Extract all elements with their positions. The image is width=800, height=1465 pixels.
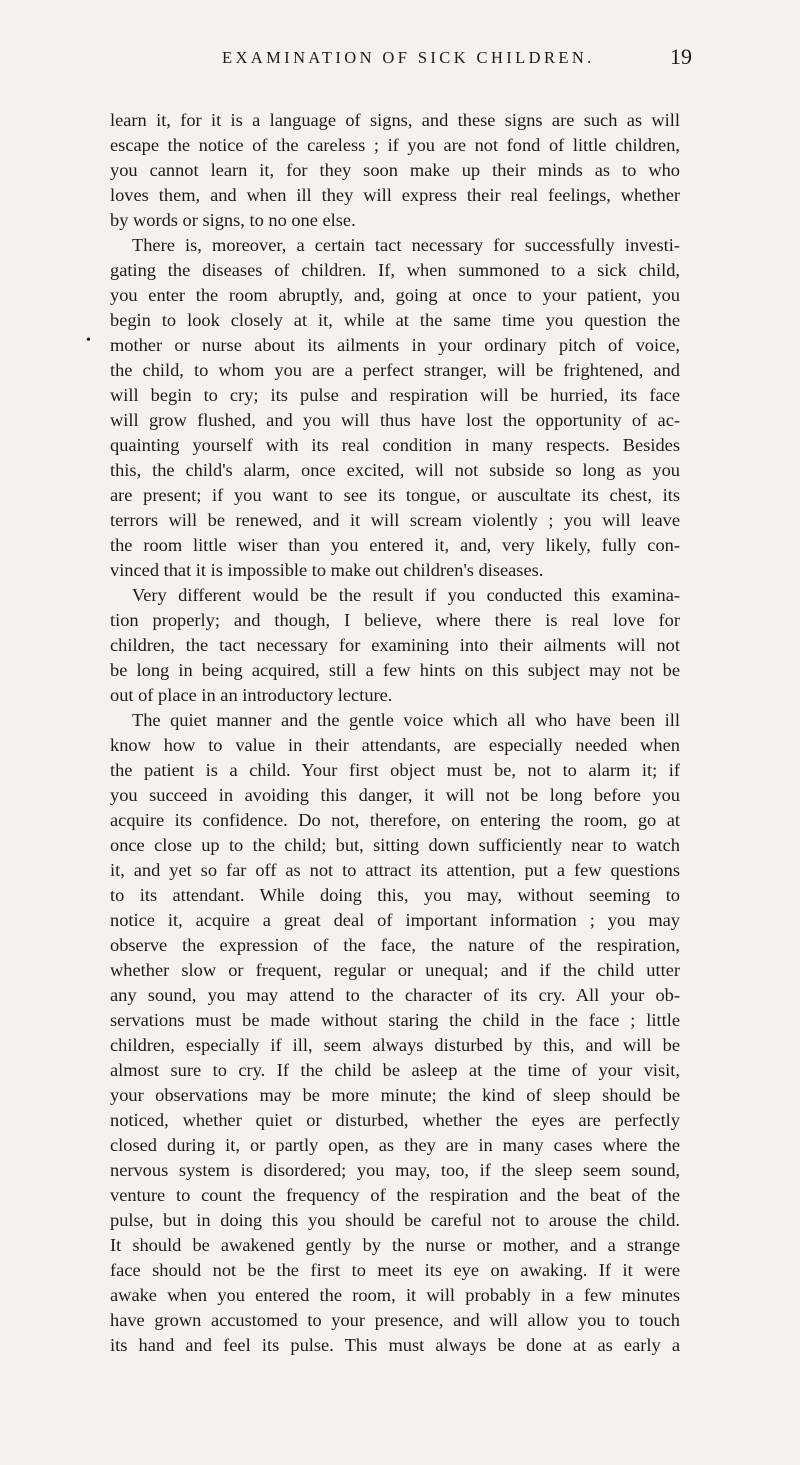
text-line: any sound, you may attend to the character of its cry. All your ob- bbox=[110, 985, 680, 1005]
text-line: learn it, for it is a language of signs, and these signs are such as will bbox=[110, 110, 680, 130]
text-line: vinced that it is impossible to make out children's diseases. bbox=[110, 560, 544, 580]
running-head bbox=[0, 44, 800, 78]
text-line: servations must be made without staring the child in the face ; little bbox=[110, 1010, 680, 1030]
text-line: out of place in an introductory lecture. bbox=[110, 685, 393, 705]
text-line: are present; if you want to see its tongue, or auscultate its chest, its bbox=[110, 485, 680, 505]
text-line: its hand and feel its pulse. This must always be done at as early a bbox=[110, 1335, 680, 1355]
text-line: nervous system is disordered; you may, too, if the sleep seem sound, bbox=[110, 1160, 680, 1180]
body-text bbox=[110, 108, 680, 1358]
text-line: escape the notice of the careless ; if you are not fond of little children, bbox=[110, 135, 680, 155]
text-line: acquire its confidence. Do not, therefore, on entering the room, go at bbox=[110, 810, 680, 830]
text-line: It should be awakened gently by the nurse or mother, and a strange bbox=[110, 1235, 680, 1255]
text-line: your observations may be more minute; the kind of sleep should be bbox=[110, 1085, 680, 1105]
text-line: will grow flushed, and you will thus have lost the opportunity of ac- bbox=[110, 410, 680, 430]
text-line: will begin to cry; its pulse and respiration will be hurried, its face bbox=[110, 385, 680, 405]
text-line: There is, moreover, a certain tact necessary for successfully investi- bbox=[132, 235, 680, 255]
text-line: quainting yourself with its real condition in many respects. Besides bbox=[110, 435, 680, 455]
text-line: observe the expression of the face, the nature of the respiration, bbox=[110, 935, 680, 955]
text-line: whether slow or frequent, regular or unequal; and if the child utter bbox=[110, 960, 680, 980]
text-line: pulse, but in doing this you should be careful not to arouse the child. bbox=[110, 1210, 680, 1230]
margin-mark: • bbox=[86, 333, 91, 348]
text-line: the patient is a child. Your first object must be, not to alarm it; if bbox=[110, 760, 680, 780]
text-line: terrors will be renewed, and it will scream violently ; you will leave bbox=[110, 510, 680, 530]
text-line: have grown accustomed to your presence, and will allow you to touch bbox=[110, 1310, 680, 1330]
text-line: be long in being acquired, still a few hints on this subject may not be bbox=[110, 660, 680, 680]
text-line: the child, to whom you are a perfect stranger, will be frightened, and bbox=[110, 360, 680, 380]
text-line: venture to count the frequency of the respiration and the beat of the bbox=[110, 1185, 680, 1205]
text-line: to its attendant. While doing this, you may, without seeming to bbox=[110, 885, 680, 905]
text-line: gating the diseases of children. If, when summoned to a sick child, bbox=[110, 260, 680, 280]
text-line: closed during it, or partly open, as they are in many cases where the bbox=[110, 1135, 680, 1155]
text-line: Very different would be the result if you conducted this examina- bbox=[132, 585, 680, 605]
text-line: once close up to the child; but, sitting down sufficiently near to watch bbox=[110, 835, 680, 855]
text-line: The quiet manner and the gentle voice which all who have been ill bbox=[132, 710, 680, 730]
text-line: face should not be the first to meet its eye on awaking. If it were bbox=[110, 1260, 680, 1280]
text-line: the room little wiser than you entered it, and, very likely, fully con- bbox=[110, 535, 680, 555]
text-line: you succeed in avoiding this danger, it will not be long before you bbox=[110, 785, 680, 805]
text-line: children, especially if ill, seem always disturbed by this, and will be bbox=[110, 1035, 680, 1055]
text-line: you enter the room abruptly, and, going at once to your patient, you bbox=[110, 285, 680, 305]
text-line: mother or nurse about its ailments in your ordinary pitch of voice, bbox=[110, 335, 680, 355]
text-line: children, the tact necessary for examining into their ailments will not bbox=[110, 635, 680, 655]
text-line: loves them, and when ill they will express their real feelings, whether bbox=[110, 185, 680, 205]
page-number: 19 bbox=[670, 44, 692, 69]
text-line: noticed, whether quiet or disturbed, whether the eyes are perfectly bbox=[110, 1110, 680, 1130]
text-line: awake when you entered the room, it will probably in a few minutes bbox=[110, 1285, 680, 1305]
text-line: notice it, acquire a great deal of important information ; you may bbox=[110, 910, 680, 930]
text-line: by words or signs, to no one else. bbox=[110, 210, 356, 230]
text-line: it, and yet so far off as not to attract its attention, put a few questions bbox=[110, 860, 680, 880]
text-line: begin to look closely at it, while at the same time you question the bbox=[110, 310, 680, 330]
text-line: know how to value in their attendants, are especially needed when bbox=[110, 735, 680, 755]
text-line: tion properly; and though, I believe, where there is real love for bbox=[110, 610, 680, 630]
running-title: EXAMINATION OF SICK CHILDREN. bbox=[222, 48, 595, 67]
text-line: you cannot learn it, for they soon make up their minds as to who bbox=[110, 160, 680, 180]
text-line: this, the child's alarm, once excited, will not subside so long as you bbox=[110, 460, 680, 480]
text-line: almost sure to cry. If the child be asleep at the time of your visit, bbox=[110, 1060, 680, 1080]
